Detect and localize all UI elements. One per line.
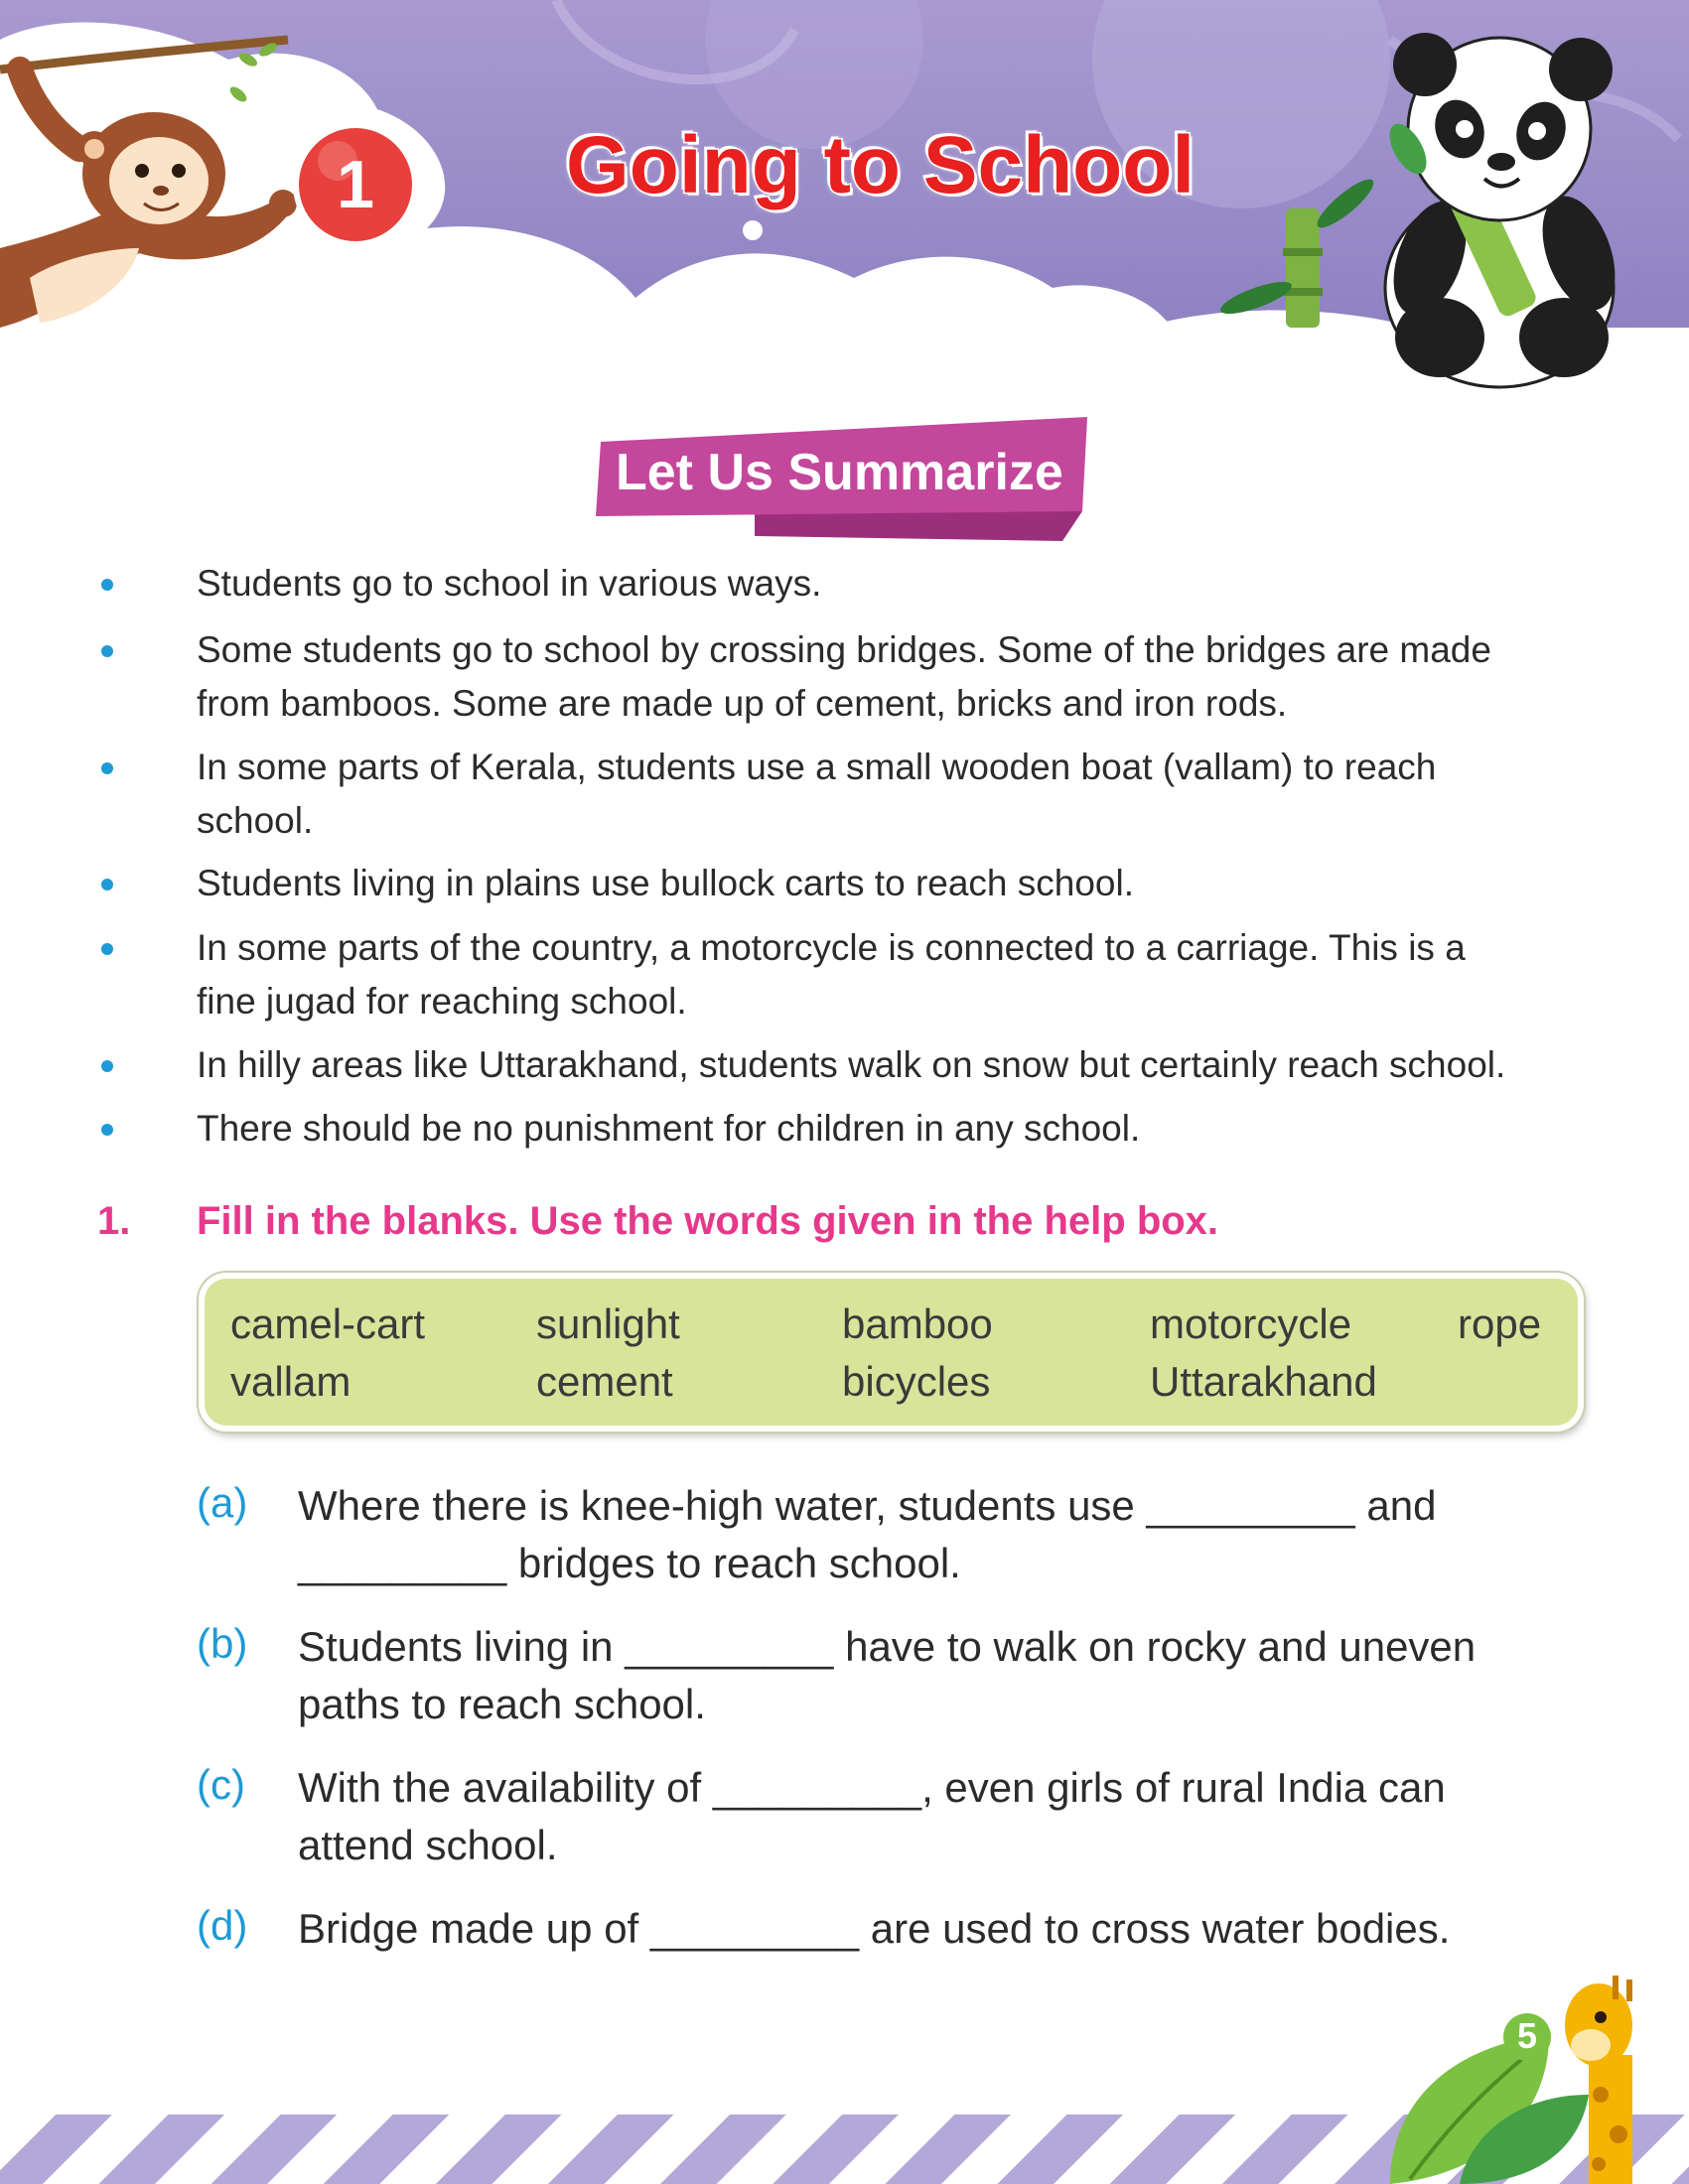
chapter-number: 1	[337, 147, 374, 222]
text-line: In hilly areas like Uttarakhand, students walk on snow but certainly reach school.	[197, 1044, 1506, 1085]
chapter-title: Going to School	[566, 120, 1196, 210]
text-line: attend school.	[298, 1822, 558, 1868]
bullet-icon	[101, 879, 113, 890]
text-line: _________ bridges to reach school.	[298, 1540, 961, 1586]
footer-banner	[0, 1946, 1689, 2184]
bullet-icon	[101, 579, 113, 591]
text-line: paths to reach school.	[298, 1681, 706, 1727]
summary-text	[197, 557, 1587, 611]
text-line: With the availability of _________, even girls of rural India can	[298, 1764, 1446, 1811]
help-word: vallam	[230, 1358, 352, 1405]
bullet-icon	[101, 943, 113, 955]
question-label: (b)	[197, 1620, 248, 1667]
help-word: Uttarakhand	[1150, 1358, 1377, 1405]
help-word: bamboo	[842, 1300, 993, 1347]
text-line: Students living in _________ have to walk on rocky and uneven	[298, 1623, 1477, 1670]
question-text	[298, 1618, 1587, 1733]
question-text	[298, 1477, 1587, 1592]
help-word: sunlight	[536, 1300, 680, 1347]
summary-text	[197, 741, 1587, 848]
text-line: Some students go to school by crossing bridges. Some of the bridges are made	[197, 629, 1491, 670]
text-line: There should be no punishment for children in any school.	[197, 1108, 1141, 1149]
bullet-icon	[101, 645, 113, 657]
bullet-icon	[101, 1124, 113, 1136]
text-line: In some parts of the country, a motorcycle is connected to a carriage. This is a	[197, 927, 1466, 968]
bullet-icon	[101, 762, 113, 774]
summary-text	[197, 921, 1587, 1028]
summary-text	[197, 857, 1587, 910]
exercise-instruction: Fill in the blanks. Use the words given in the help box.	[197, 1199, 1219, 1243]
section-heading: Let Us Summarize	[616, 444, 1063, 501]
help-box	[199, 1273, 1584, 1432]
text-line: In some parts of Kerala, students use a small wooden boat (vallam) to reach	[197, 747, 1437, 787]
text-line: school.	[197, 800, 314, 841]
text-line: fine jugad for reaching school.	[197, 981, 687, 1022]
question-label: (c)	[197, 1761, 245, 1808]
question-label: (a)	[197, 1479, 248, 1526]
question-text	[298, 1759, 1587, 1874]
text-line: Students go to school in various ways.	[197, 563, 822, 604]
summary-text	[197, 623, 1587, 731]
help-word: motorcycle	[1150, 1300, 1352, 1347]
text-line: from bamboos. Some are made up of cement, bricks and iron rods.	[197, 683, 1288, 724]
text-line: Bridge made up of _________ are used to cross water bodies.	[298, 1905, 1451, 1952]
help-word: cement	[536, 1358, 673, 1405]
exercise-number: 1.	[97, 1199, 131, 1243]
summary-text	[197, 1038, 1587, 1092]
page-number: 5	[1516, 2015, 1538, 2056]
help-word: camel-cart	[230, 1300, 426, 1347]
help-word: rope	[1458, 1300, 1542, 1347]
question-label: (d)	[197, 1902, 248, 1949]
help-word: bicycles	[842, 1358, 991, 1405]
text-line: Students living in plains use bullock carts to reach school.	[197, 863, 1135, 903]
summary-text	[197, 1102, 1587, 1156]
text-line: Where there is knee-high water, students use _________ and	[298, 1482, 1437, 1529]
bullet-icon	[101, 1060, 113, 1072]
